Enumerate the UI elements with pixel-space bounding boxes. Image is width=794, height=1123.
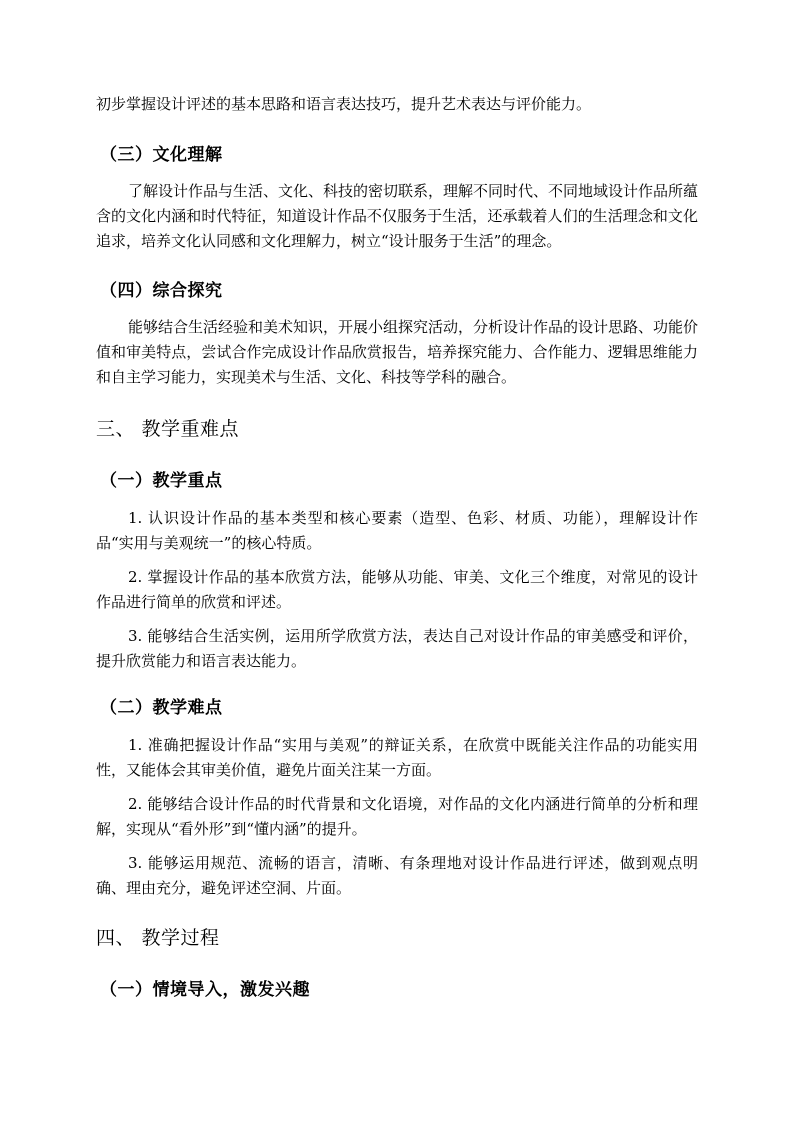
list-item-key-point-1: 1. 认识设计作品的基本类型和核心要素（造型、色彩、材质、功能），理解设计作品“实用与美观统一”的核心特质。 [96, 509, 698, 552]
heading-section-3: 三、 教学重难点 [96, 418, 240, 440]
list-item-difficulty-2: 2. 能够结合设计作品的时代背景和文化语境，对作品的文化内涵进行简单的分析和理解，实现从“看外形”到“懂内涵”的提升。 [96, 795, 698, 838]
list-item-difficulty-1: 1. 准确把握设计作品“实用与美观”的辩证关系，在欣赏中既能关注作品的功能实用性，又能体会其审美价值，避免片面关注某一方面。 [96, 736, 698, 779]
heading-culture-understanding: （三）文化理解 [100, 145, 223, 165]
heading-comprehensive-inquiry: （四）综合探究 [100, 281, 223, 301]
heading-situational-intro: （一）情境导入，激发兴趣 [100, 980, 310, 1000]
heading-section-4: 四、 教学过程 [96, 927, 220, 949]
heading-difficulties: （二）教学难点 [100, 698, 223, 718]
heading-key-points: （一）教学重点 [100, 471, 223, 491]
list-item-difficulty-3: 3. 能够运用规范、流畅的语言，清晰、有条理地对设计作品进行评述，做到观点明确、理由充分，避免评述空洞、片面。 [96, 854, 698, 897]
paragraph-comprehensive-inquiry: 能够结合生活经验和美术知识，开展小组探究活动，分析设计作品的设计思路、功能价值和审美特点，尝试合作完成设计作品欣赏报告，培养探究能力、合作能力、逻辑思维能力和自主学习能力，实现美术与生活、文化、科技等学科的融合。 [96, 318, 699, 386]
paragraph-intro-tail: 初步掌握设计评述的基本思路和语言表达技巧，提升艺术表达与评价能力。 [96, 95, 592, 113]
list-item-key-point-3: 3. 能够结合生活实例，运用所学欣赏方法，表达自己对设计作品的审美感受和评价，提升欣赏能力和语言表达能力。 [96, 627, 698, 670]
paragraph-culture-understanding: 了解设计作品与生活、文化、科技的密切联系，理解不同时代、不同地域设计作品所蕴含的文化内涵和时代特征，知道设计作品不仅服务于生活，还承载着人们的生活理念和文化追求，培养文化认同感和文化理解力，树立“设计服务于生活”的理念。 [96, 182, 699, 250]
list-item-key-point-2: 2. 掌握设计作品的基本欣赏方法，能够从功能、审美、文化三个维度，对常见的设计作品进行简单的欣赏和评述。 [96, 568, 698, 611]
